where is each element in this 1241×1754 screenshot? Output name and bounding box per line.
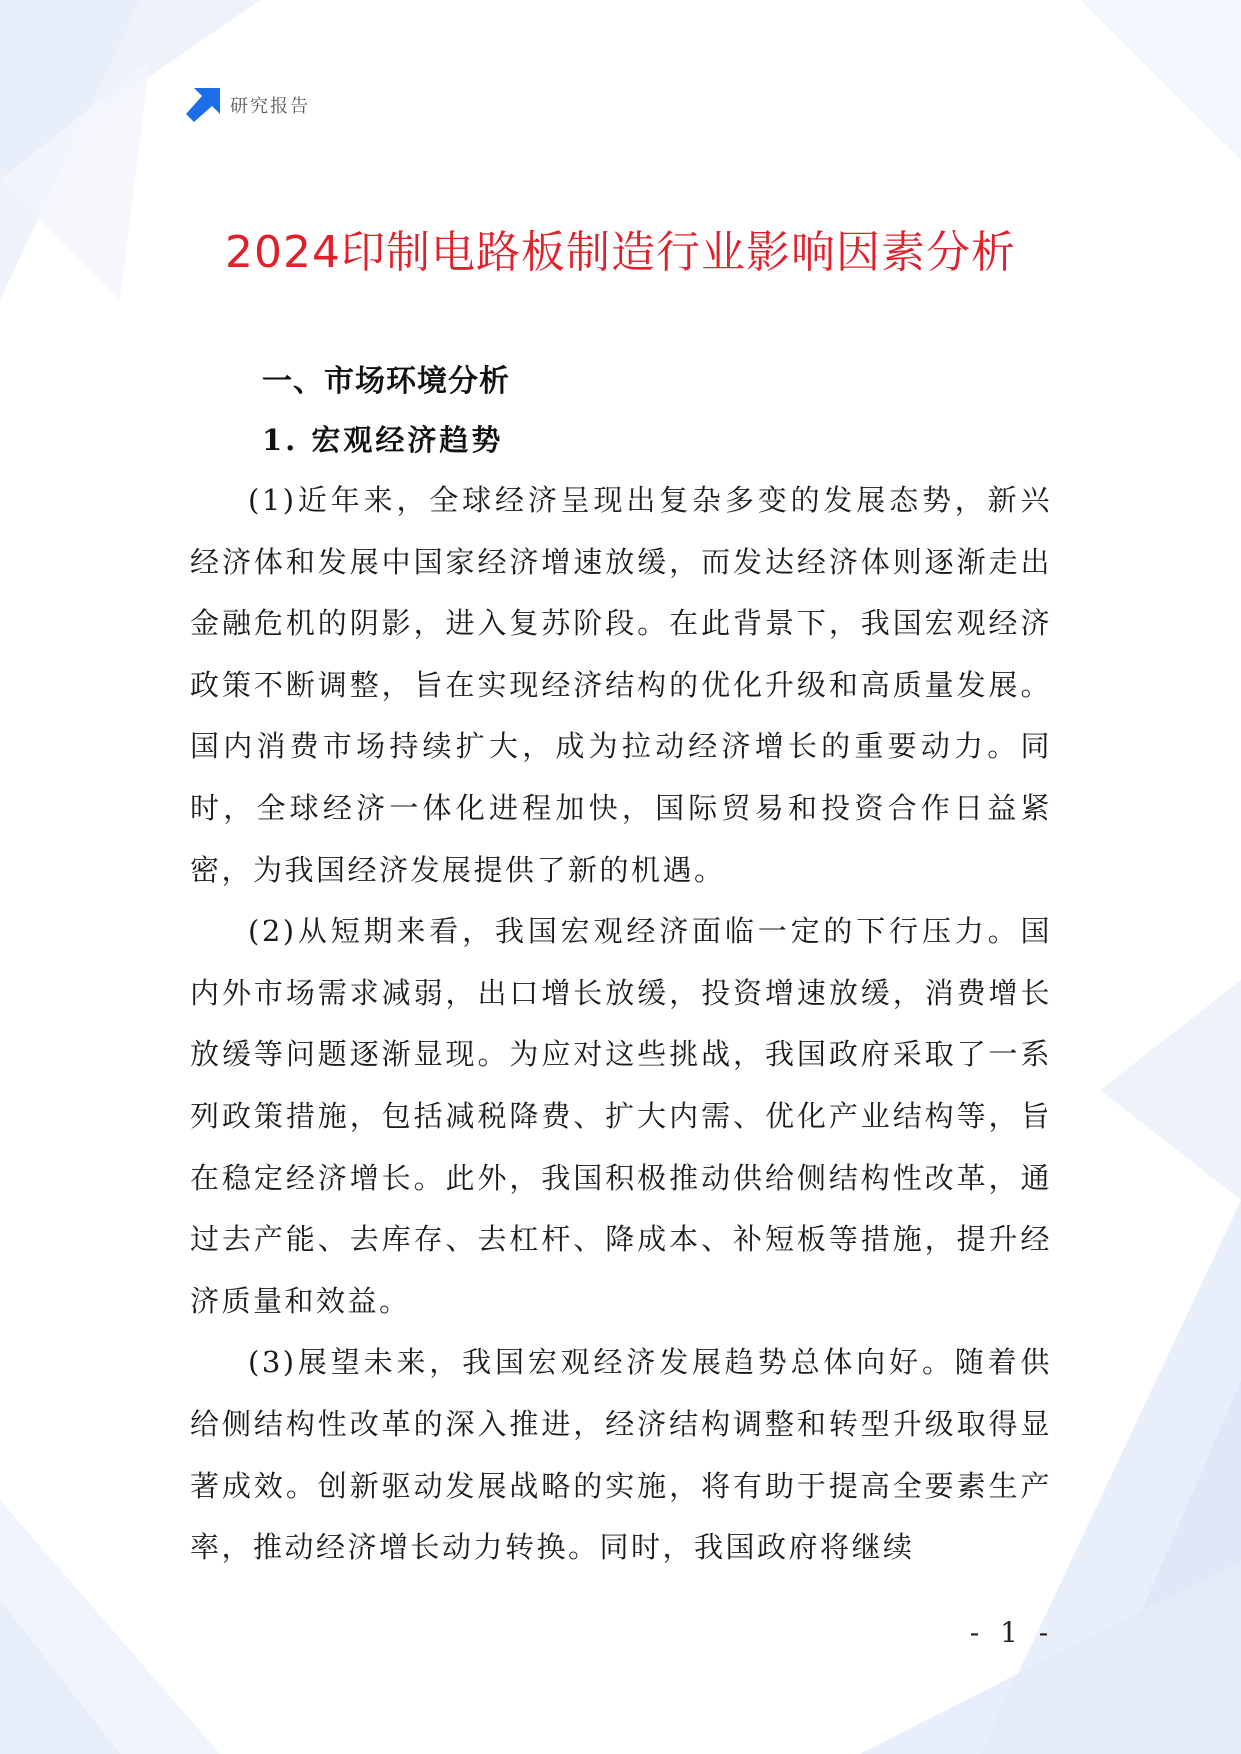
body-text xyxy=(190,470,1052,1579)
paragraph-3: (3)展望未来，我国宏观经济发展趋势总体向好。随着供给侧结构性改革的深入推进，经济结构调整和转型升级取得显著成效。创新驱动发展战略的实施，将有助于提高全要素生产率，推动经济增长动力转换。同时，我国政府将继续 xyxy=(190,1345,1052,1565)
section-heading: 一、市场环境分析 xyxy=(262,364,510,399)
document-title: 2024印制电路板制造行业影响因素分析 xyxy=(225,227,1016,278)
paragraph-2: (2)从短期来看，我国宏观经济面临一定的下行压力。国内外市场需求减弱，出口增长放缓，投资增速放缓，消费增长放缓等问题逐渐显现。为应对这些挑战，我国政府采取了一系列政策措施，包括减税降费、扩大内需、优化产业结构等，旨在稳定经济增长。此外，我国积极推动供给侧结构性改革，通过去产能、去库存、去杠杆、降成本、补短板等措施，提升经济质量和效益。 xyxy=(190,914,1052,1318)
arrow-up-right-icon xyxy=(186,88,220,122)
header-label: 研究报告 xyxy=(230,96,310,117)
paragraph-1: (1)近年来，全球经济呈现出复杂多变的发展态势，新兴经济体和发展中国家经济增速放缓，而发达经济体则逐渐走出金融危机的阴影，进入复苏阶段。在此背景下，我国宏观经济政策不断调整，旨在实现经济结构的优化升级和高质量发展。国内消费市场持续扩大，成为拉动经济增长的重要动力。同时，全球经济一体化进程加快，国际贸易和投资合作日益紧密，为我国经济发展提供了新的机遇。 xyxy=(190,483,1052,887)
report-header xyxy=(186,88,310,122)
page-number: - 1 - xyxy=(969,1616,1055,1649)
subsection-heading: 1. 宏观经济趋势 xyxy=(262,423,504,457)
